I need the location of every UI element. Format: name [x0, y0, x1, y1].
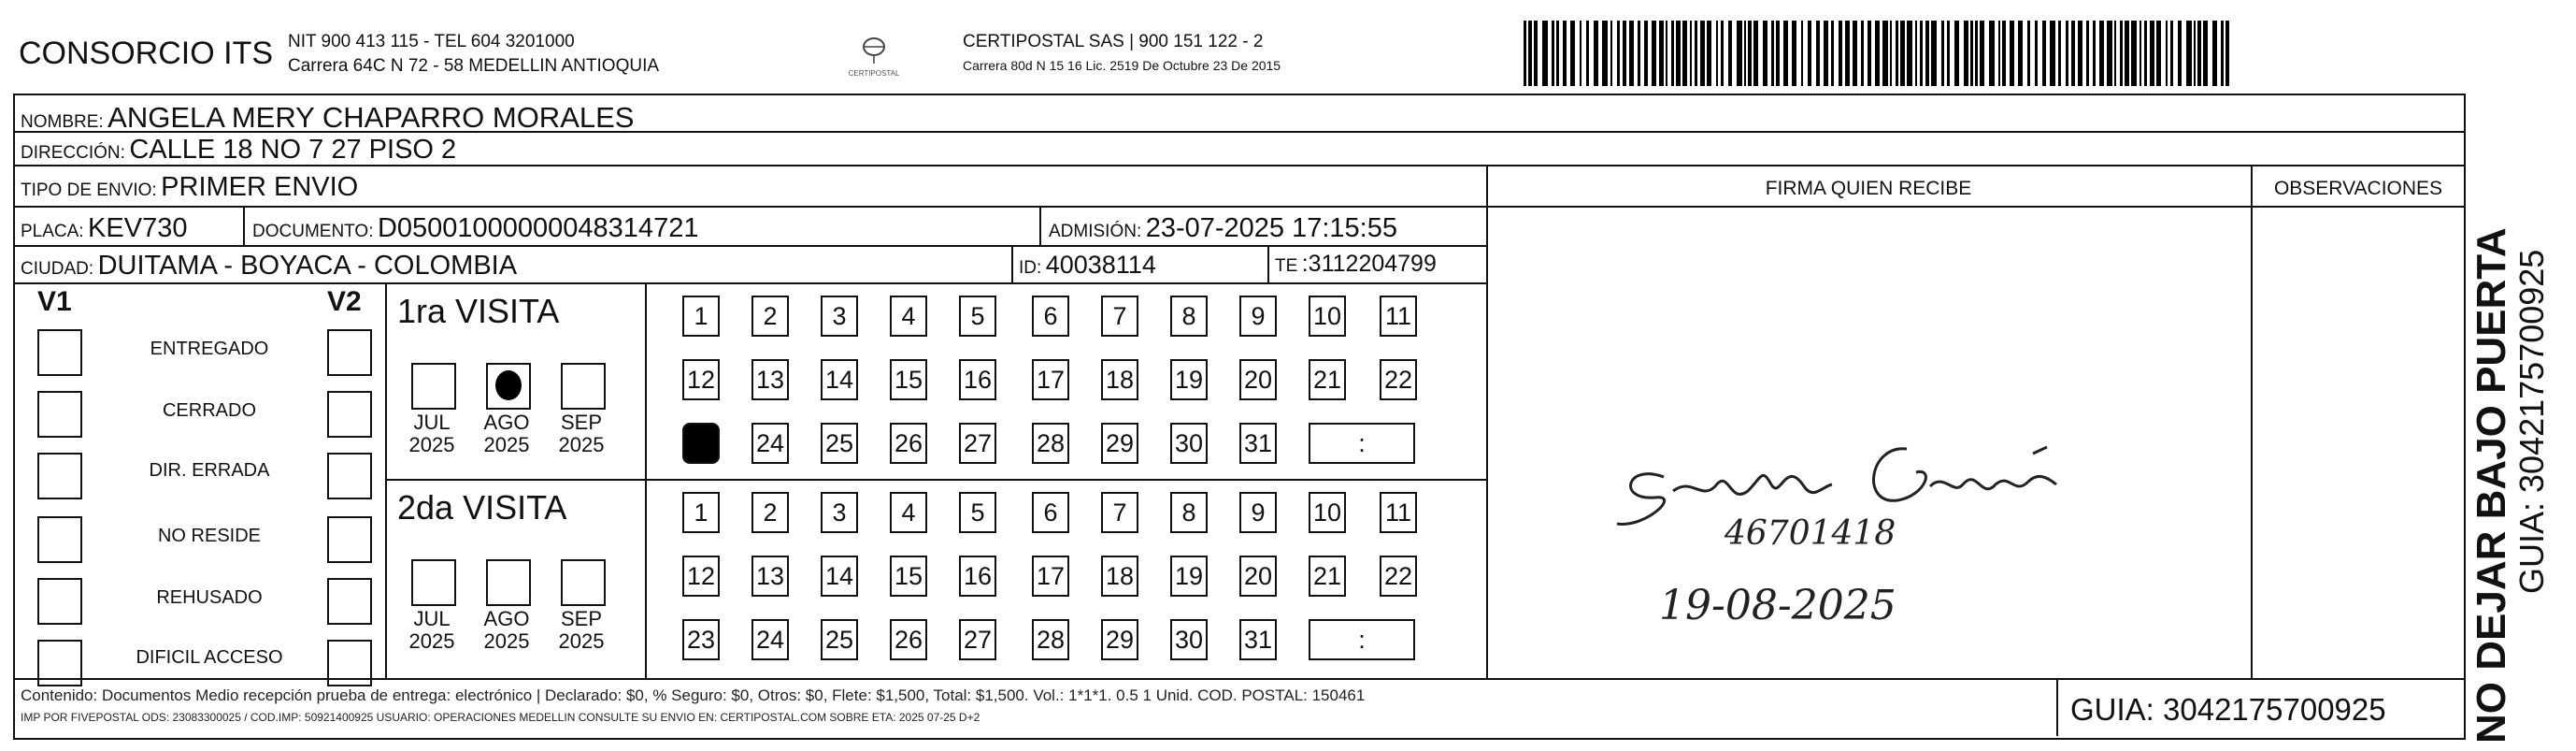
- day-box[interactable]: 30: [1170, 423, 1208, 464]
- column-divider: [2251, 165, 2253, 678]
- day-box[interactable]: 9: [1239, 296, 1277, 337]
- month-checkbox[interactable]: [486, 559, 531, 606]
- barcode-bar: [1690, 21, 1692, 86]
- send-type-value: PRIMER ENVIO: [161, 172, 359, 202]
- column-divider: [243, 206, 245, 245]
- barcode-bar: [2156, 21, 2161, 86]
- barcode-bar: [1644, 21, 1648, 86]
- footer-guide: GUIA: 3042175700925: [2070, 692, 2386, 727]
- row-divider: [13, 282, 1486, 284]
- barcode-bar: [2066, 21, 2068, 86]
- tel-value: :3112204799: [1301, 251, 1437, 277]
- plate-label: PLACA:: [21, 222, 84, 241]
- barcode-bar: [2178, 21, 2182, 86]
- barcode-bar: [1824, 21, 1828, 86]
- day-box[interactable]: 2: [751, 492, 789, 533]
- barcode-bar: [2099, 21, 2104, 86]
- tel-label: TE: [1275, 256, 1298, 276]
- barcode-bar: [1975, 21, 1978, 86]
- document-label: DOCUMENTO:: [252, 222, 374, 241]
- day-box[interactable]: 26: [890, 619, 927, 660]
- day-box[interactable]: 25: [821, 619, 858, 660]
- barcode-bar: [2093, 21, 2096, 86]
- barcode-bar: [1839, 21, 1842, 86]
- barcode-bar: [1695, 21, 1697, 86]
- day-box[interactable]: 26: [890, 423, 927, 464]
- name-label: NOMBRE:: [21, 112, 104, 132]
- month-name: SEP: [560, 607, 603, 630]
- day-box[interactable]: 11: [1380, 492, 1417, 533]
- v2-checkbox[interactable]: [327, 329, 372, 376]
- day-box[interactable]: 31: [1239, 619, 1277, 660]
- row-divider: [13, 678, 2466, 680]
- barcode-bar: [1896, 21, 1898, 86]
- barcode-bar: [1556, 21, 1559, 86]
- barcode-bar: [1868, 21, 1871, 86]
- status-option-label: REHUSADO: [156, 587, 263, 608]
- month-year: 2025: [558, 433, 605, 456]
- month-name: SEP: [560, 411, 603, 434]
- document-value: D05001000000048314721: [377, 213, 699, 243]
- barcode-bar: [2002, 21, 2006, 86]
- barcode: [1524, 21, 2234, 86]
- barcode-bar: [1676, 21, 1681, 86]
- barcode-bar: [2186, 21, 2192, 86]
- v1-checkbox[interactable]: [37, 391, 82, 438]
- name-field: [21, 101, 634, 135]
- v2-label: V2: [327, 286, 362, 317]
- signature-title: FIRMA QUIEN RECIBE: [1765, 178, 1972, 199]
- admission-label: ADMISIÓN:: [1049, 222, 1142, 241]
- day-box[interactable]: 5: [959, 492, 996, 533]
- row-divider: [385, 479, 1486, 481]
- barcode-bar: [1700, 21, 1705, 86]
- admission-field: [1049, 213, 1397, 244]
- barcode-bar: [1783, 21, 1788, 86]
- company-info-1: NIT 900 413 115 - TEL 604 3201000: [288, 32, 575, 51]
- barcode-bar: [1629, 21, 1634, 86]
- barcode-bar: [1890, 21, 1892, 86]
- month-checkbox[interactable]: [561, 363, 606, 410]
- v2-checkbox[interactable]: [327, 453, 372, 499]
- barcode-bar: [2107, 21, 2112, 86]
- barcode-bar: [2125, 21, 2129, 86]
- day-box[interactable]: 20: [1239, 359, 1277, 400]
- barcode-bar: [1748, 21, 1752, 86]
- city-field: [21, 251, 517, 282]
- v1-checkbox[interactable]: [37, 578, 82, 625]
- barcode-bar: [1682, 21, 1687, 86]
- v1-checkbox[interactable]: [37, 516, 82, 563]
- postal-logo: [846, 28, 902, 84]
- barcode-bar: [1753, 21, 1758, 86]
- postal-info-1: CERTIPOSTAL SAS | 900 151 122 - 2: [963, 32, 1264, 51]
- day-box[interactable]: 31: [1239, 423, 1277, 464]
- barcode-bar: [2150, 21, 2154, 86]
- barcode-bar: [2058, 21, 2061, 86]
- barcode-bar: [1542, 21, 1548, 86]
- day-box[interactable]: 8: [1170, 492, 1208, 533]
- day-box[interactable]: 16: [959, 556, 996, 597]
- id-field: [1019, 251, 1156, 280]
- id-label: ID:: [1019, 258, 1042, 278]
- row-divider: [1486, 206, 2466, 208]
- barcode-bar: [1563, 21, 1567, 86]
- barcode-bar: [1580, 21, 1581, 86]
- month-label: [553, 608, 609, 653]
- barcode-bar: [1970, 21, 1973, 86]
- barcode-bar: [2166, 21, 2168, 86]
- city-value: DUITAMA - BOYACA - COLOMBIA: [97, 251, 518, 281]
- barcode-bar: [1925, 21, 1929, 86]
- day-box[interactable]: [682, 423, 720, 464]
- barcode-bar: [1737, 21, 1742, 86]
- barcode-bar: [2010, 21, 2014, 86]
- column-divider: [1039, 206, 1041, 245]
- month-year: 2025: [408, 629, 455, 653]
- barcode-bar: [2131, 21, 2137, 86]
- day-box[interactable]: 24: [751, 619, 789, 660]
- day-box[interactable]: 10: [1309, 296, 1346, 337]
- day-box[interactable]: 8: [1170, 296, 1208, 337]
- column-divider: [1267, 245, 1269, 282]
- month-label: [479, 608, 535, 653]
- barcode-bar: [1744, 21, 1746, 86]
- day-box[interactable]: 28: [1032, 619, 1069, 660]
- barcode-bar: [1671, 21, 1674, 86]
- city-label: CIUDAD:: [21, 259, 94, 279]
- barcode-bar: [2050, 21, 2055, 86]
- row-divider: [13, 206, 1486, 208]
- day-box[interactable]: 9: [1239, 492, 1277, 533]
- v1-checkbox[interactable]: [37, 453, 82, 499]
- barcode-bar: [1528, 21, 1532, 86]
- visit-title: 1ra VISITA: [397, 292, 560, 330]
- barcode-bar: [1534, 21, 1538, 86]
- barcode-bar: [1989, 21, 1995, 86]
- day-box[interactable]: 30: [1170, 619, 1208, 660]
- day-box[interactable]: 16: [959, 359, 996, 400]
- barcode-bar: [1931, 21, 1937, 86]
- barcode-bar: [1915, 21, 1917, 86]
- company-name: CONSORCIO ITS: [19, 36, 274, 71]
- status-option-label: ENTREGADO: [150, 339, 269, 359]
- barcode-bar: [1594, 21, 1598, 86]
- status-option-label: NO RESIDE: [157, 526, 262, 546]
- document-field: [252, 213, 698, 244]
- barcode-bar: [1524, 21, 1526, 86]
- barcode-bar: [1610, 21, 1612, 86]
- barcode-bar: [2078, 21, 2082, 86]
- barcode-bar: [1875, 21, 1880, 86]
- month-checkbox[interactable]: [411, 559, 456, 606]
- postal-info-2: Carrera 80d N 15 16 Lic. 2519 De Octubre 23 De 2015: [963, 58, 1281, 73]
- tel-field: [1275, 251, 1437, 278]
- day-box[interactable]: 1: [682, 492, 720, 533]
- day-box[interactable]: 23: [682, 619, 720, 660]
- day-box[interactable]: 14: [821, 359, 858, 400]
- barcode-bar: [1792, 21, 1796, 86]
- handwritten-date: 19-08-2025: [1659, 582, 1896, 629]
- day-box[interactable]: 4: [890, 296, 927, 337]
- month-year: 2025: [483, 629, 530, 653]
- barcode-bar: [2120, 21, 2123, 86]
- day-box[interactable]: 15: [890, 359, 927, 400]
- day-box[interactable]: 27: [959, 619, 996, 660]
- barcode-bar: [1552, 21, 1554, 86]
- barcode-bar: [1808, 21, 1811, 86]
- address-label: DIRECCIÓN:: [21, 143, 125, 163]
- barcode-bar: [1907, 21, 1912, 86]
- month-checkbox[interactable]: [561, 559, 606, 606]
- barcode-bar: [1707, 21, 1711, 86]
- barcode-bar: [2086, 21, 2089, 86]
- barcode-bar: [1900, 21, 1905, 86]
- barcode-bar: [2194, 21, 2196, 86]
- day-box[interactable]: 4: [890, 492, 927, 533]
- barcode-bar: [1831, 21, 1834, 86]
- day-box[interactable]: 19: [1170, 359, 1208, 400]
- day-box[interactable]: 7: [1101, 492, 1138, 533]
- v2-checkbox[interactable]: [327, 578, 372, 625]
- day-box[interactable]: 5: [959, 296, 996, 337]
- day-box[interactable]: 1: [682, 296, 720, 337]
- day-box[interactable]: 18: [1101, 556, 1138, 597]
- barcode-bar: [2221, 21, 2224, 86]
- visit-title: 2da VISITA: [397, 488, 567, 527]
- side-text: [2470, 145, 2551, 744]
- day-box[interactable]: 21: [1309, 359, 1346, 400]
- barcode-bar: [1728, 21, 1732, 86]
- month-year: 2025: [558, 629, 605, 653]
- barcode-bar: [1659, 21, 1664, 86]
- row-divider: [13, 245, 1486, 247]
- barcode-bar: [2035, 21, 2038, 86]
- barcode-bar: [1652, 21, 1656, 86]
- barcode-bar: [1602, 21, 1608, 86]
- barcode-bar: [2203, 21, 2208, 86]
- barcode-bar: [1853, 21, 1857, 86]
- day-box[interactable]: 29: [1101, 423, 1138, 464]
- barcode-bar: [1801, 21, 1803, 86]
- company-info-2: Carrera 64C N 72 - 58 MEDELLIN ANTIOQUIA: [288, 56, 660, 76]
- month-name: AGO: [483, 607, 530, 630]
- plate-value: KEV730: [88, 213, 188, 243]
- footer-line-2: IMP POR FIVEPOSTAL ODS: 23083300025 / COD.IMP: 50921400925 USUARIO: OPERACIONES MEDELLIN CONSULTE SU ENVIO EN: CERTIPOSTAL.COM SOBRE ETA: 2025 07-25 D+2: [21, 711, 980, 724]
- day-box[interactable]: 22: [1380, 359, 1417, 400]
- barcode-bar: [1763, 21, 1767, 86]
- barcode-bar: [2114, 21, 2116, 86]
- address-value: CALLE 18 NO 7 27 PISO 2: [129, 135, 457, 165]
- day-box[interactable]: 13: [751, 359, 789, 400]
- day-box[interactable]: 2: [751, 296, 789, 337]
- side-guide: GUIA: 3042175700925: [2512, 249, 2551, 594]
- barcode-bar: [2225, 21, 2229, 86]
- barcode-bar: [1666, 21, 1667, 86]
- barcode-bar: [1998, 21, 2000, 86]
- barcode-bar: [1954, 21, 1959, 86]
- day-box[interactable]: 17: [1032, 359, 1069, 400]
- month-name: AGO: [483, 411, 530, 434]
- name-value: ANGELA MERY CHAPARRO MORALES: [107, 101, 635, 134]
- month-label: [404, 412, 460, 456]
- month-checkbox[interactable]: [411, 363, 456, 410]
- barcode-bar: [1586, 21, 1589, 86]
- barcode-bar: [1617, 21, 1620, 86]
- footer-line-1: Contenido: Documentos Medio recepción prueba de entrega: electrónico | Declarado: $0, % Seguro: $0, Otros: $0, Flete: $1,500, Total: $1,500. Vol.: 1*1*1. 0.5 1 Unid. COD. POSTAL: 150461: [21, 686, 1366, 704]
- barcode-bar: [1964, 21, 1968, 86]
- month-label: [479, 412, 535, 456]
- barcode-bar: [2197, 21, 2201, 86]
- barcode-bar: [2042, 21, 2046, 86]
- barcode-bar: [2018, 21, 2023, 86]
- side-warning: NO DEJAR BAJO PUERTA: [2469, 227, 2514, 744]
- day-box[interactable]: 12: [682, 556, 720, 597]
- day-box[interactable]: 13: [751, 556, 789, 597]
- barcode-bar: [1941, 21, 1944, 86]
- send-type-label: TIPO DE ENVIO:: [21, 181, 157, 200]
- status-option-label: DIR. ERRADA: [149, 460, 270, 481]
- status-option-label: DIFICIL ACCESO: [136, 647, 283, 668]
- column-divider: [1011, 245, 1013, 282]
- month-label: [553, 412, 609, 456]
- day-box[interactable]: 17: [1032, 556, 1069, 597]
- id-value: 40038114: [1045, 251, 1156, 279]
- month-name: JUL: [413, 411, 451, 434]
- time-box[interactable]: :: [1309, 423, 1415, 464]
- send-type-field: [21, 172, 358, 203]
- day-box[interactable]: 21: [1309, 556, 1346, 597]
- day-box[interactable]: 18: [1101, 359, 1138, 400]
- barcode-bar: [1721, 21, 1724, 86]
- handwritten-id: 46701418: [1724, 514, 1896, 553]
- barcode-bar: [1776, 21, 1780, 86]
- day-box[interactable]: 6: [1032, 492, 1069, 533]
- barcode-bar: [1920, 21, 1923, 86]
- filled-mark: [495, 370, 522, 400]
- day-box[interactable]: 22: [1380, 556, 1417, 597]
- month-checkbox[interactable]: [486, 363, 531, 410]
- month-name: JUL: [413, 607, 451, 630]
- column-divider: [1486, 165, 1488, 678]
- time-box[interactable]: :: [1309, 619, 1415, 660]
- barcode-bar: [2144, 21, 2147, 86]
- day-box[interactable]: 11: [1380, 296, 1417, 337]
- barcode-bar: [1623, 21, 1626, 86]
- barcode-bar: [2212, 21, 2217, 86]
- observations-title: OBSERVACIONES: [2273, 178, 2443, 199]
- postal-logo-text: CERTIPOSTAL: [848, 69, 900, 78]
- day-box[interactable]: 19: [1170, 556, 1208, 597]
- barcode-bar: [1947, 21, 1950, 86]
- barcode-bar: [2170, 21, 2173, 86]
- column-divider: [2056, 678, 2058, 736]
- day-box[interactable]: 20: [1239, 556, 1277, 597]
- day-box[interactable]: 15: [890, 556, 927, 597]
- barcode-bar: [1845, 21, 1850, 86]
- day-box[interactable]: 28: [1032, 423, 1069, 464]
- barcode-bar: [1771, 21, 1774, 86]
- status-option-label: CERRADO: [162, 400, 256, 421]
- barcode-bar: [1861, 21, 1864, 86]
- day-box[interactable]: 29: [1101, 619, 1138, 660]
- v1-checkbox[interactable]: [37, 329, 82, 376]
- barcode-bar: [1882, 21, 1888, 86]
- handwritten-signature: [1589, 374, 2150, 655]
- v2-checkbox[interactable]: [327, 516, 372, 563]
- barcode-bar: [2140, 21, 2141, 86]
- admission-value: 23-07-2025 17:15:55: [1145, 213, 1397, 243]
- barcode-bar: [1816, 21, 1820, 86]
- plate-field: [21, 213, 187, 244]
- day-box[interactable]: 25: [821, 423, 858, 464]
- day-box[interactable]: 14: [821, 556, 858, 597]
- v2-checkbox[interactable]: [327, 391, 372, 438]
- day-box[interactable]: 3: [821, 492, 858, 533]
- address-field: [21, 135, 456, 166]
- barcode-bar: [2027, 21, 2030, 86]
- day-box[interactable]: 10: [1309, 492, 1346, 533]
- barcode-bar: [1980, 21, 1984, 86]
- v1-label: V1: [37, 286, 72, 317]
- barcode-bar: [1638, 21, 1640, 86]
- day-box[interactable]: 12: [682, 359, 720, 400]
- month-label: [404, 608, 460, 653]
- barcode-bar: [1716, 21, 1718, 86]
- barcode-bar: [2071, 21, 2075, 86]
- month-year: 2025: [483, 433, 530, 456]
- month-year: 2025: [408, 433, 455, 456]
- day-box[interactable]: 3: [821, 296, 858, 337]
- day-box[interactable]: 7: [1101, 296, 1138, 337]
- day-box[interactable]: 27: [959, 423, 996, 464]
- barcode-bar: [1570, 21, 1575, 86]
- day-box[interactable]: 6: [1032, 296, 1069, 337]
- day-box[interactable]: 24: [751, 423, 789, 464]
